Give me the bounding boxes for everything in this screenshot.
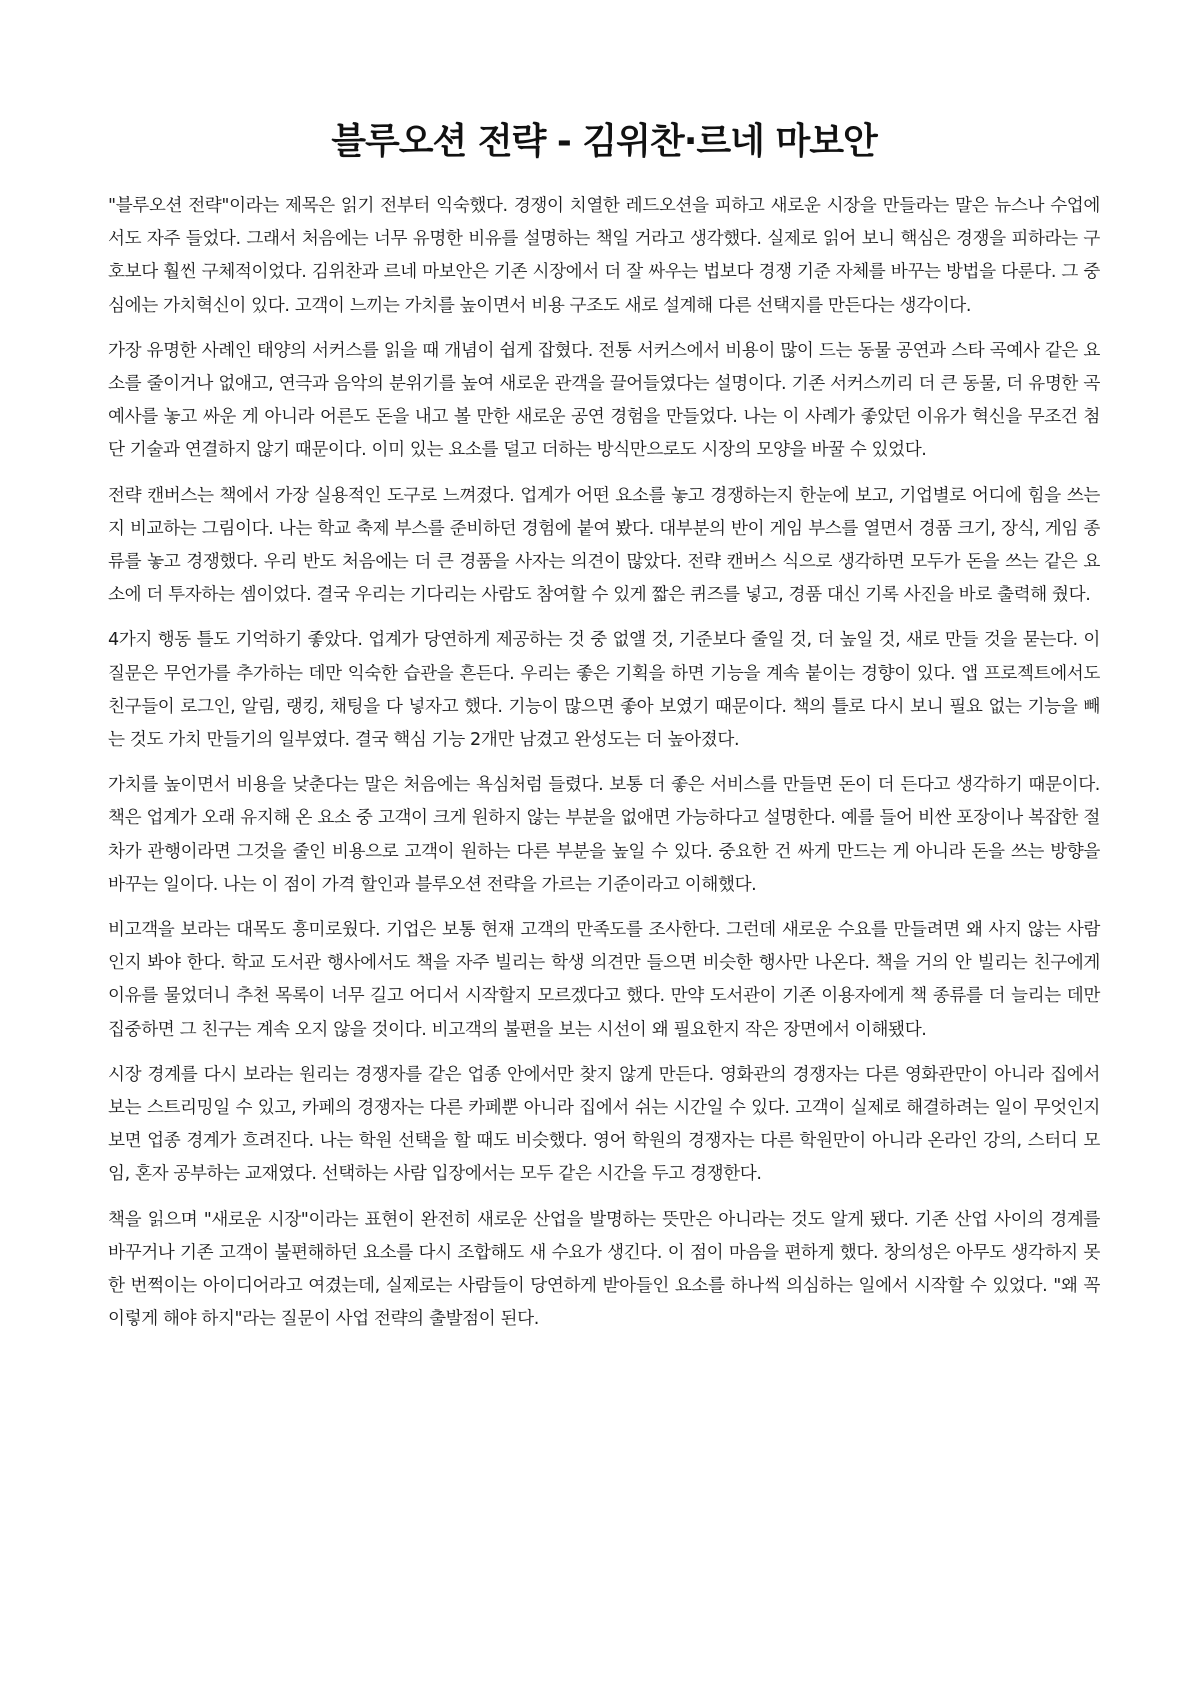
paragraph: 시장 경계를 다시 보라는 원리는 경쟁자를 같은 업종 안에서만 찾지 않게 만든다. 영화관의 경쟁자는 다른 영화관만이 아니라 집에서 보는 스트리밍일 수 있고, 카페의 경쟁자는 다른 카페뿐 아니라 집에서 쉬는 시간일 수 있다. 고객이 실제로 해결하려는 일이 무엇인지 보면 업종 경계가 흐려진다. 나는 학원 선택을 할 때도 비슷했다. 영어 학원의 경쟁자는 다른 학원만이 아니라 온라인 강의, 스터디 모임, 혼자 공부하는 교재였다. 선택하는 사람 입장에서는 모두 같은 시간을 두고 경쟁한다. <box>108 1064 1100 1185</box>
paragraph: 가치를 높이면서 비용을 낮춘다는 말은 처음에는 욕심처럼 들렸다. 보통 더 좋은 서비스를 만들면 돈이 더 든다고 생각하기 때문이다. 책은 업계가 오래 유지해 온 요소 중 고객이 크게 원하지 않는 부분을 없애면 가능하다고 설명한다. 예를 들어 비싼 포장이나 복잡한 절차가 관행이라면 그것을 줄인 비용으로 고객이 원하는 다른 부분을 높일 수 있다. 중요한 건 싸게 만드는 게 아니라 돈을 쓰는 방향을 바꾸는 일이다. 나는 이 점이 가격 할인과 블루오션 전략을 가르는 기준이라고 이해했다. <box>108 775 1100 895</box>
paragraph: 비고객을 보라는 대목도 흥미로웠다. 기업은 보통 현재 고객의 만족도를 조사한다. 그런데 새로운 수요를 만들려면 왜 사지 않는 사람인지 봐야 한다. 학교 도서관 행사에서도 책을 자주 빌리는 학생 의견만 들으면 비슷한 행사만 나온다. 책을 거의 안 빌리는 친구에게 이유를 물었더니 추천 목록이 너무 길고 어디서 시작할지 모르겠다고 했다. 만약 도서관이 기존 이용자에게 책 종류를 더 늘리는 데만 집중하면 그 친구는 계속 오지 않을 것이다. 비고객의 불편을 보는 시선이 왜 필요한지 작은 장면에서 이해됐다. <box>108 920 1100 1040</box>
paragraph: 4가지 행동 틀도 기억하기 좋았다. 업계가 당연하게 제공하는 것 중 없앨 것, 기준보다 줄일 것, 더 높일 것, 새로 만들 것을 묻는다. 이 질문은 무언가를 추가하는 데만 익숙한 습관을 흔든다. 우리는 좋은 기획을 하면 기능을 계속 붙이는 경향이 있다. 앱 프로젝트에서도 친구들이 로그인, 알림, 랭킹, 채팅을 다 넣자고 했다. 기능이 많으면 좋아 보였기 때문이다. 책의 틀로 다시 보니 필요 없는 기능을 빼는 것도 가치 만들기의 일부였다. 결국 핵심 기능 2개만 남겼고 완성도는 더 높아졌다. <box>108 630 1100 751</box>
paragraph: 전략 캔버스는 책에서 가장 실용적인 도구로 느껴졌다. 업계가 어떤 요소를 놓고 경쟁하는지 한눈에 보고, 기업별로 어디에 힘을 쓰는지 비교하는 그림이다. 나는 학교 축제 부스를 준비하던 경험에 붙여 봤다. 대부분의 반이 게임 부스를 열면서 경품 크기, 장식, 게임 종류를 놓고 경쟁했다. 우리 반도 처음에는 더 큰 경품을 사자는 의견이 많았다. 전략 캔버스 식으로 생각하면 모두가 돈을 쓰는 같은 요소에 더 투자하는 셈이었다. 결국 우리는 기다리는 사람도 참여할 수 있게 짧은 퀴즈를 넣고, 경품 대신 기록 사진을 바로 출력해 줬다. <box>108 485 1100 606</box>
paragraph: "블루오션 전략"이라는 제목은 읽기 전부터 익숙했다. 경쟁이 치열한 레드오션을 피하고 새로운 시장을 만들라는 말은 뉴스나 수업에서도 자주 들었다. 그래서 처음에는 너무 유명한 비유를 설명하는 책일 거라고 생각했다. 실제로 읽어 보니 핵심은 경쟁을 피하라는 구호보다 훨씬 구체적이었다. 김위찬과 르네 마보안은 기존 시장에서 더 잘 싸우는 법보다 경쟁 기준 자체를 바꾸는 방법을 다룬다. 그 중심에는 가치혁신이 있다. 고객이 느끼는 가치를 높이면서 비용 구조도 새로 설계해 다른 선택지를 만든다는 생각이다. <box>108 196 1100 316</box>
paragraph: 책을 읽으며 "새로운 시장"이라는 표현이 완전히 새로운 산업을 발명하는 뜻만은 아니라는 것도 알게 됐다. 기존 산업 사이의 경계를 바꾸거나 기존 고객이 불편해하던 요소를 다시 조합해도 새 수요가 생긴다. 이 점이 마음을 편하게 했다. 창의성은 아무도 생각하지 못한 번쩍이는 아이디어라고 여겼는데, 실제로는 사람들이 당연하게 받아들인 요소를 하나씩 의심하는 일에서 시작할 수 있었다. "왜 꼭 이렇게 해야 하지"라는 질문이 사업 전략의 출발점이 된다. <box>108 1209 1100 1330</box>
page-title: 블루오션 전략 - 김위찬·르네 마보안 <box>331 121 877 162</box>
paragraph: 가장 유명한 사례인 태양의 서커스를 읽을 때 개념이 쉽게 잡혔다. 전통 서커스에서 비용이 많이 드는 동물 공연과 스타 곡예사 같은 요소를 줄이거나 없애고, 연극과 음악의 분위기를 높여 새로운 관객을 끌어들였다는 설명이다. 기존 서커스끼리 더 큰 동물, 더 유명한 곡예사를 놓고 싸운 게 아니라 어른도 돈을 내고 볼 만한 새로운 공연 경험을 만들었다. 나는 이 사례가 좋았던 이유가 혁신을 무조건 첨단 기술과 연결하지 않기 때문이다. 이미 있는 요소를 덜고 더하는 방식만으로도 시장의 모양을 바꿀 수 있었다. <box>108 340 1100 461</box>
